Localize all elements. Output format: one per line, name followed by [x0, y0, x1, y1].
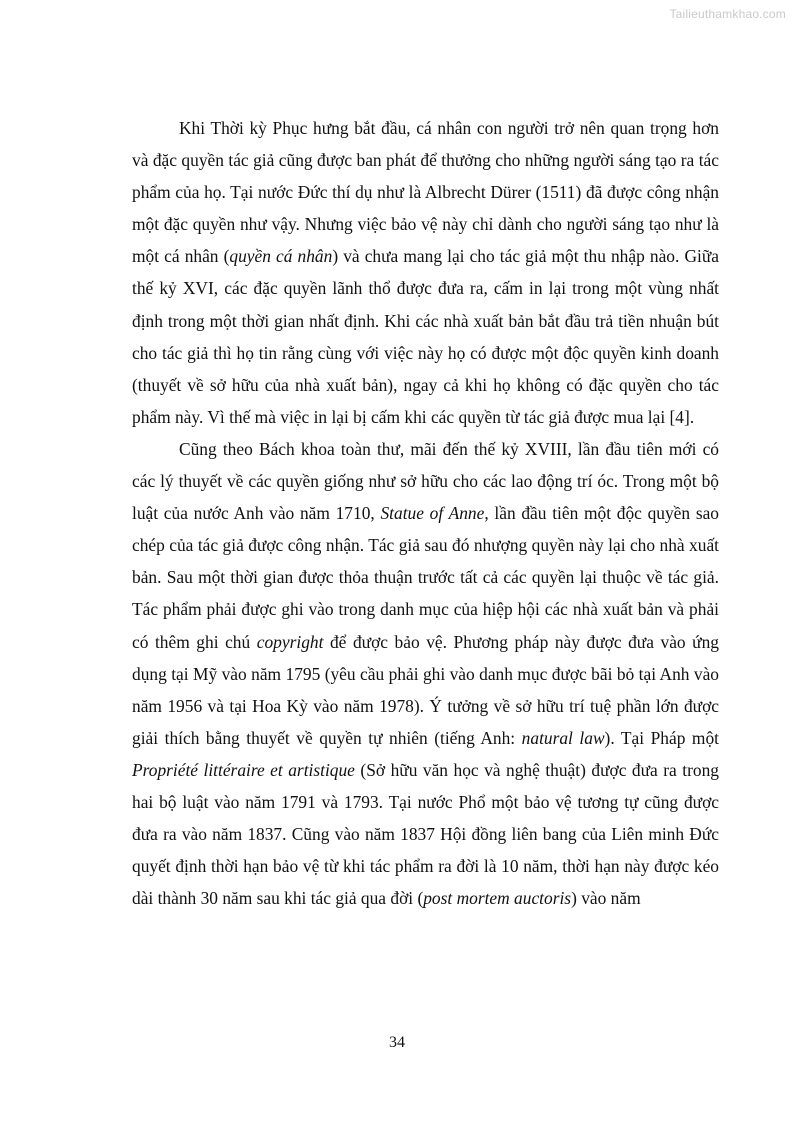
paragraph-2	[132, 433, 719, 914]
italic-term: natural law	[521, 727, 605, 748]
text-run: (Sở hữu văn học và nghệ thuật) được đưa ra trong hai bộ luật vào năm 1791 và 1793. Tại nước Phổ một bảo vệ tương tự cũng được đưa ra vào năm 1837. Cũng vào năm 1837 Hội đồng liên bang của Liên minh Đức quyết định thời hạn bảo vệ từ khi tác phẩm ra đời là 10 năm, thời hạn này được kéo dài thành 30 năm sau khi tác giả qua đời (	[132, 759, 719, 909]
italic-term: post mortem auctoris	[423, 888, 572, 909]
body-text	[132, 112, 719, 914]
text-run: để được bảo vệ. Phương pháp này được đưa vào ứng dụng tại Mỹ vào năm 1795 (yêu cầu phải ghi vào danh mục được bãi bỏ tại Anh vào năm 1956 và tại Hoa Kỳ vào năm 1978). Ý tưởng về sở hữu trí tuệ phần lớn được giải thích bằng thuyết về quyền tự nhiên (tiếng Anh:	[132, 631, 719, 748]
paragraph-1	[132, 112, 719, 433]
page-number: 34	[389, 1034, 405, 1051]
italic-term: Statue of Anne	[380, 503, 485, 524]
italic-term: Propriété littéraire et artistique	[132, 759, 355, 780]
text-run: ) và chưa mang lại cho tác giả một thu nhập nào. Giữa thế kỷ XVI, các đặc quyền lãnh thổ được đưa ra, cấm in lại trong một vùng nhất định trong một thời gian nhất định. Khi các nhà xuất bản bắt đầu trả tiền nhuận bút cho tác giả thì họ tin rằng cùng với việc này họ có được một độc quyền kinh doanh (thuyết về sở hữu của nhà xuất bản), ngay cả khi họ không có đặc quyền cho tác phẩm này. Vì thế mà việc in lại bị cấm khi các quyền từ tác giả được mua lại [4].	[132, 246, 719, 427]
watermark: Tailieuthamkhao.com	[669, 7, 786, 21]
text-run: Cũng theo Bách khoa toàn thư, mãi đến thế kỷ XVIII, lần đầu tiên mới có các lý thuyết về các quyền giống như sở hữu cho các lao động trí óc. Trong một bộ luật của nước Anh vào năm 1710,	[132, 438, 719, 524]
text-run: , lần đầu tiên một độc quyền sao chép của tác giả được công nhận. Tác giả sau đó nhượng quyền này lại cho nhà xuất bản. Sau một thời gian được thỏa thuận trước tất cả các quyền lại thuộc về tác giả. Tác phẩm phải được ghi vào trong danh mục của hiệp hội các nhà xuất bản và phải có thêm ghi chú	[132, 503, 719, 652]
text-run: Khi Thời kỳ Phục hưng bắt đầu, cá nhân con người trở nên quan trọng hơn và đặc quyền tác giả cũng được ban phát để thưởng cho những người sáng tạo ra tác phẩm của họ. Tại nước Đức thí dụ như là Albrecht Dürer (1511) đã được công nhận một đặc quyền như vậy. Nhưng việc bảo vệ này chỉ dành cho người sáng tạo như là một cá nhân (	[132, 118, 719, 267]
text-run: ) vào năm	[571, 888, 641, 909]
text-run: ). Tại Pháp một	[604, 727, 719, 748]
italic-term: copyright	[256, 631, 324, 652]
italic-term: quyền cá nhân	[229, 246, 333, 267]
